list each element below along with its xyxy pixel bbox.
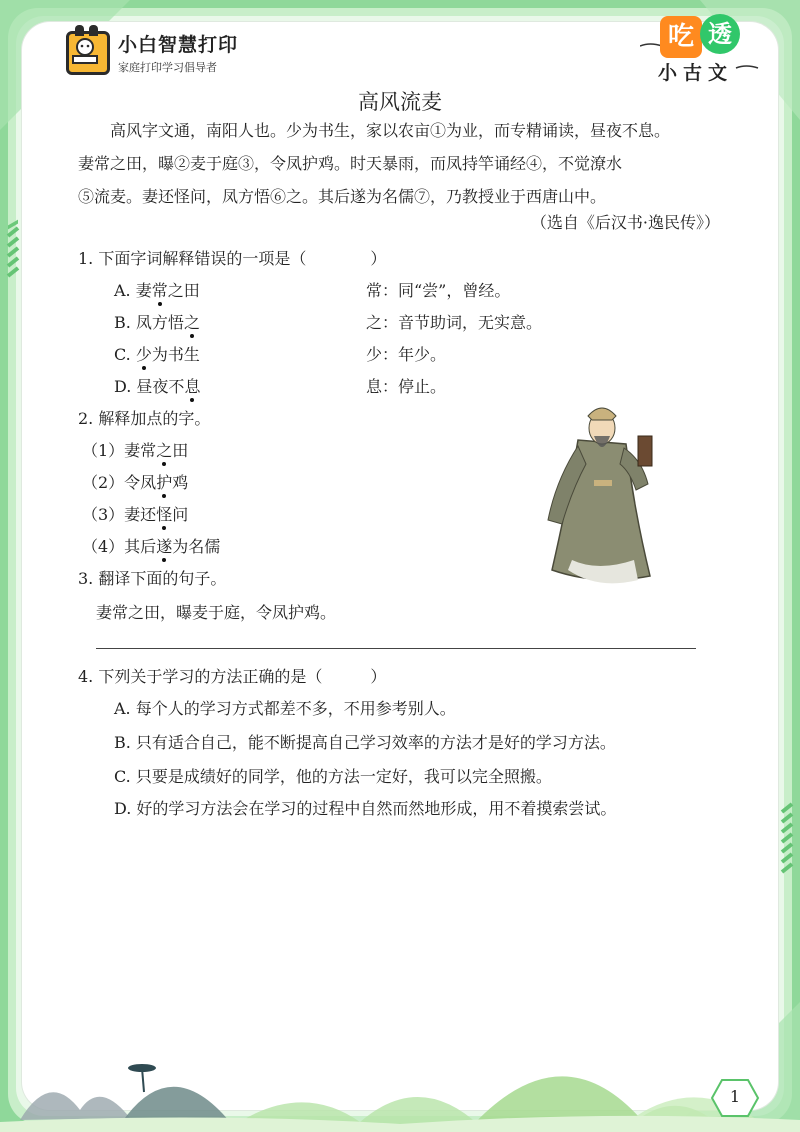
dotted-char: 遂 <box>156 537 173 556</box>
page-number: 1 <box>729 1087 741 1106</box>
brand-tou: 透 <box>700 14 740 54</box>
answer-line[interactable] <box>96 648 696 649</box>
question-4-stem: 4. 下列关于学习的方法正确的是（ ） <box>78 667 387 686</box>
q4-option-c[interactable]: C. 只要是成绩好的同学，他的方法一定好，我可以完全照搬。 <box>114 767 552 786</box>
q2-item-3: （3）妻还怪问 <box>82 505 189 524</box>
dotted-char: 护 <box>156 473 173 492</box>
dotted-char: 常 <box>151 281 168 300</box>
q4-option-b[interactable]: B. 只有适合自己，能不断提高自己学习效率的方法才是好的学习方法。 <box>114 733 616 752</box>
dotted-char: 息 <box>184 377 201 396</box>
brand-subtitle: 小古文 <box>658 62 734 84</box>
passage <box>78 114 718 213</box>
brand-badge <box>640 12 760 82</box>
logo-title: 小白智慧打印 <box>118 34 239 56</box>
question-3-stem: 3. 翻译下面的句子。 <box>78 569 227 588</box>
q3-sentence: 妻常之田，曝麦于庭，令凤护鸡。 <box>96 603 337 622</box>
logo-subtitle: 家庭打印学习倡导者 <box>118 61 217 74</box>
dotted-char: 之 <box>183 313 200 332</box>
mountain-landscape <box>0 1010 800 1132</box>
dotted-char: 少 <box>135 345 152 364</box>
logo <box>66 30 238 75</box>
passage-title: 高风流麦 <box>358 90 442 114</box>
passage-line: 高风字文通，南阳人也。少为书生，家以农亩①为业，而专精诵读，昼夜不息。 <box>110 121 671 140</box>
q1-option-c-explain: 少：年少。 <box>366 345 447 364</box>
question-2-stem: 2. 解释加点的字。 <box>78 409 211 428</box>
q1-option-c[interactable]: C. 少为书生 <box>114 345 200 364</box>
q1-option-a-explain: 常：同“尝”，曾经。 <box>366 281 511 300</box>
brand-chi: 吃 <box>660 16 702 58</box>
dotted-char: 怪 <box>156 505 173 524</box>
passage-line: ⑤流麦。妻还怪问，凤方悟⑥之。其后遂为名儒⑦，乃教授业于西唐山中。 <box>78 187 607 206</box>
passage-line: 妻常之田，曝②麦于庭③，令凤护鸡。时天暴雨，而凤持竿诵经④，不觉潦水 <box>78 154 623 173</box>
passage-source: （选自《后汉书·逸民传》） <box>530 213 720 232</box>
question-1-stem: 1. 下面字词解释错误的一项是（ ） <box>78 249 387 268</box>
q2-item-2: （2）令凤护鸡 <box>82 473 189 492</box>
q4-option-a[interactable]: A. 每个人的学习方式都差不多，不用参考别人。 <box>114 699 456 718</box>
q1-option-b-explain: 之：音节助词，无实意。 <box>366 313 543 332</box>
q2-item-4: （4）其后遂为名儒 <box>82 537 221 556</box>
q4-option-d[interactable]: D. 好的学习方法会在学习的过程中自然而然地形成，用不着摸索尝试。 <box>114 799 617 818</box>
bunny-box-icon <box>66 31 110 75</box>
q1-option-d[interactable]: D. 昼夜不息 <box>114 377 201 396</box>
q1-option-d-explain: 息：停止。 <box>366 377 447 396</box>
q2-item-1: （1）妻常之田 <box>82 441 189 460</box>
q1-option-b[interactable]: B. 凤方悟之 <box>114 313 200 332</box>
q1-option-a[interactable]: A. 妻常之田 <box>114 281 200 300</box>
dotted-char: 之 <box>156 441 173 460</box>
scholar-illustration <box>538 400 668 590</box>
